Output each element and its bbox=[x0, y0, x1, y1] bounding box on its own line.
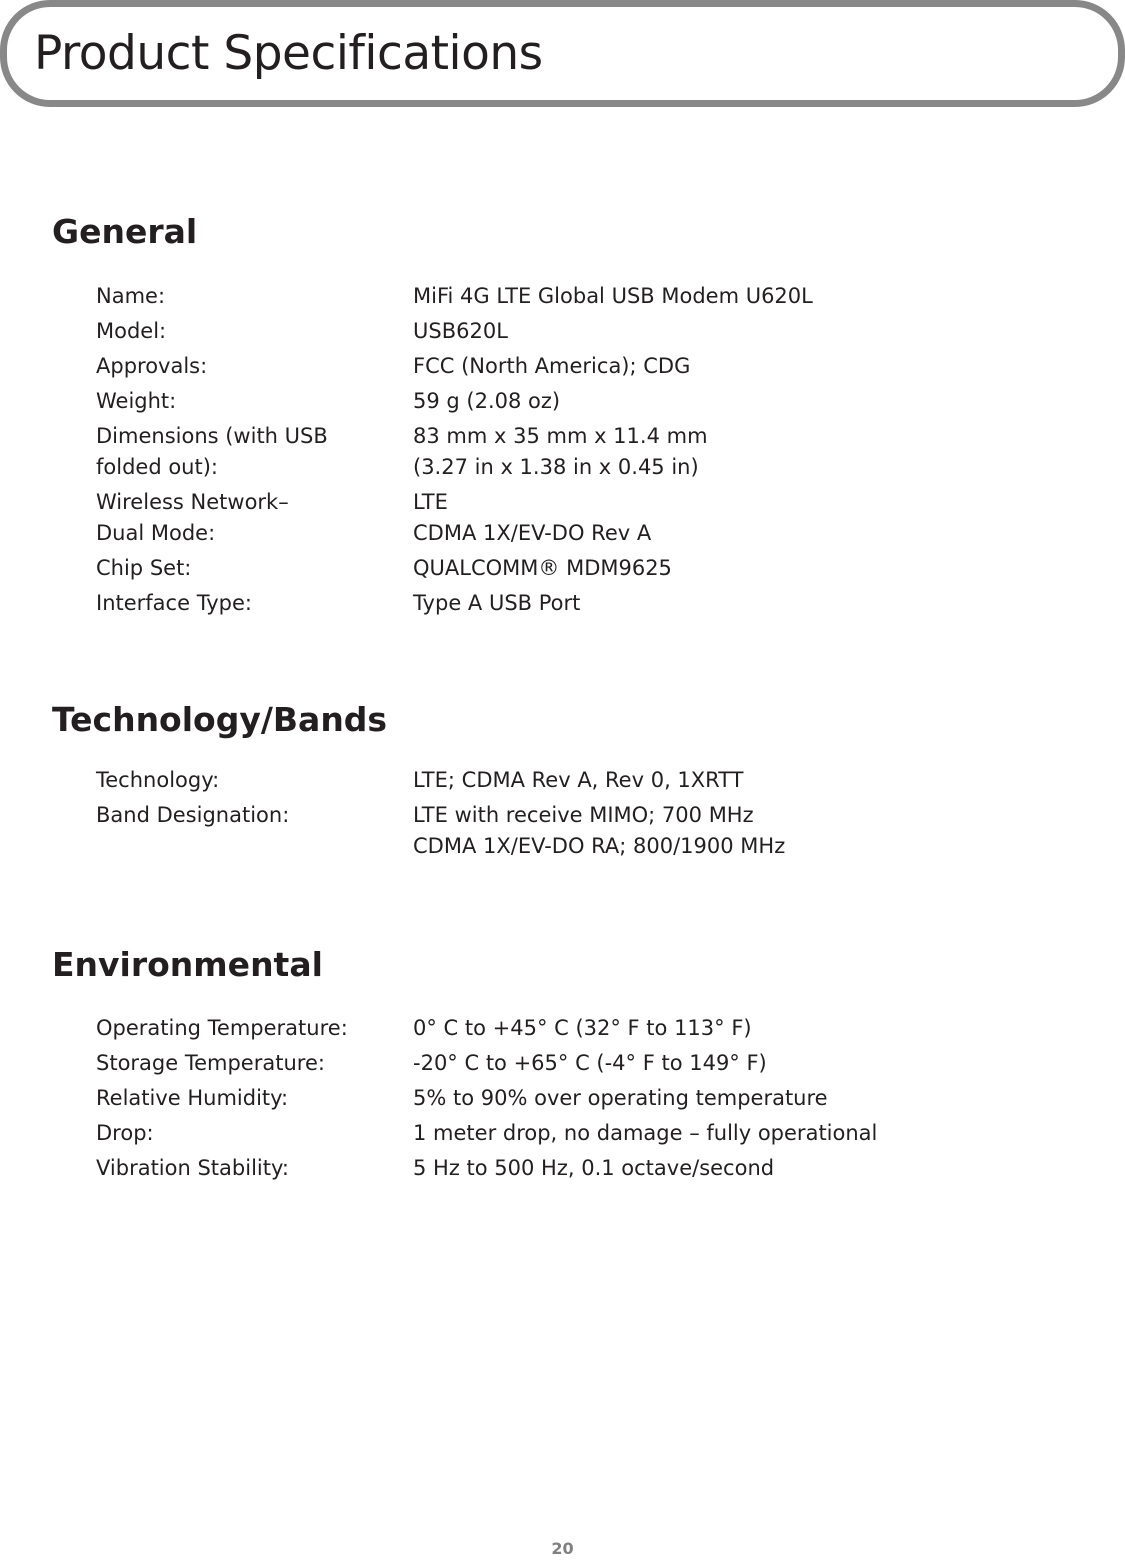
technology-specs bbox=[96, 765, 1096, 866]
spec-label: Approvals: bbox=[96, 354, 208, 378]
spec-label: Dimensions (with USB folded out): bbox=[96, 424, 328, 479]
spec-value: 0° C to +45° C (32° F to 113° F) bbox=[413, 1016, 752, 1040]
spec-row bbox=[96, 1118, 1096, 1149]
spec-value: 5% to 90% over operating temperature bbox=[413, 1086, 828, 1110]
spec-row bbox=[96, 588, 1096, 619]
spec-value: USB620L bbox=[413, 319, 508, 343]
spec-row bbox=[96, 351, 1096, 382]
spec-value: LTE CDMA 1X/EV-DO Rev A bbox=[413, 490, 652, 545]
spec-label: Vibration Stability: bbox=[96, 1156, 289, 1180]
spec-value: LTE with receive MIMO; 700 MHz CDMA 1X/EV-DO RA; 800/1900 MHz bbox=[413, 803, 786, 858]
spec-value: FCC (North America); CDG bbox=[413, 354, 691, 378]
general-specs bbox=[96, 281, 1096, 623]
spec-row bbox=[96, 1083, 1096, 1114]
spec-row bbox=[96, 421, 1096, 483]
spec-row bbox=[96, 487, 1096, 549]
spec-value: 5 Hz to 500 Hz, 0.1 octave/second bbox=[413, 1156, 775, 1180]
spec-label: Band Designation: bbox=[96, 803, 290, 827]
spec-row bbox=[96, 765, 1096, 796]
page-title: Product Specifications bbox=[34, 26, 543, 81]
spec-value: QUALCOMM® MDM9625 bbox=[413, 556, 672, 580]
section-heading-general: General bbox=[52, 212, 198, 251]
spec-value: -20° C to +65° C (-4° F to 149° F) bbox=[413, 1051, 767, 1075]
spec-row bbox=[96, 316, 1096, 347]
spec-row bbox=[96, 800, 1096, 862]
spec-label: Model: bbox=[96, 319, 167, 343]
spec-label: Wireless Network– Dual Mode: bbox=[96, 490, 289, 545]
spec-row bbox=[96, 553, 1096, 584]
spec-value: 83 mm x 35 mm x 11.4 mm (3.27 in x 1.38 in x 0.45 in) bbox=[413, 424, 708, 479]
spec-label: Storage Temperature: bbox=[96, 1051, 325, 1075]
spec-value: MiFi 4G LTE Global USB Modem U620L bbox=[413, 284, 813, 308]
environmental-specs bbox=[96, 1013, 1096, 1188]
spec-row bbox=[96, 1153, 1096, 1184]
spec-label: Name: bbox=[96, 284, 166, 308]
spec-label: Chip Set: bbox=[96, 556, 192, 580]
spec-label: Relative Humidity: bbox=[96, 1086, 289, 1110]
spec-row bbox=[96, 1048, 1096, 1079]
spec-value: 1 meter drop, no damage – fully operational bbox=[413, 1121, 878, 1145]
spec-row bbox=[96, 386, 1096, 417]
spec-label: Weight: bbox=[96, 389, 177, 413]
spec-value: Type A USB Port bbox=[413, 591, 581, 615]
page-number: 20 bbox=[551, 1539, 574, 1558]
spec-label: Technology: bbox=[96, 768, 220, 792]
spec-label: Drop: bbox=[96, 1121, 154, 1145]
spec-row bbox=[96, 1013, 1096, 1044]
spec-label: Interface Type: bbox=[96, 591, 253, 615]
section-heading-technology: Technology/Bands bbox=[52, 700, 388, 739]
spec-value: 59 g (2.08 oz) bbox=[413, 389, 561, 413]
section-heading-environmental: Environmental bbox=[52, 945, 323, 984]
spec-row bbox=[96, 281, 1096, 312]
spec-value: LTE; CDMA Rev A, Rev 0, 1XRTT bbox=[413, 768, 744, 792]
spec-label: Operating Temperature: bbox=[96, 1016, 348, 1040]
